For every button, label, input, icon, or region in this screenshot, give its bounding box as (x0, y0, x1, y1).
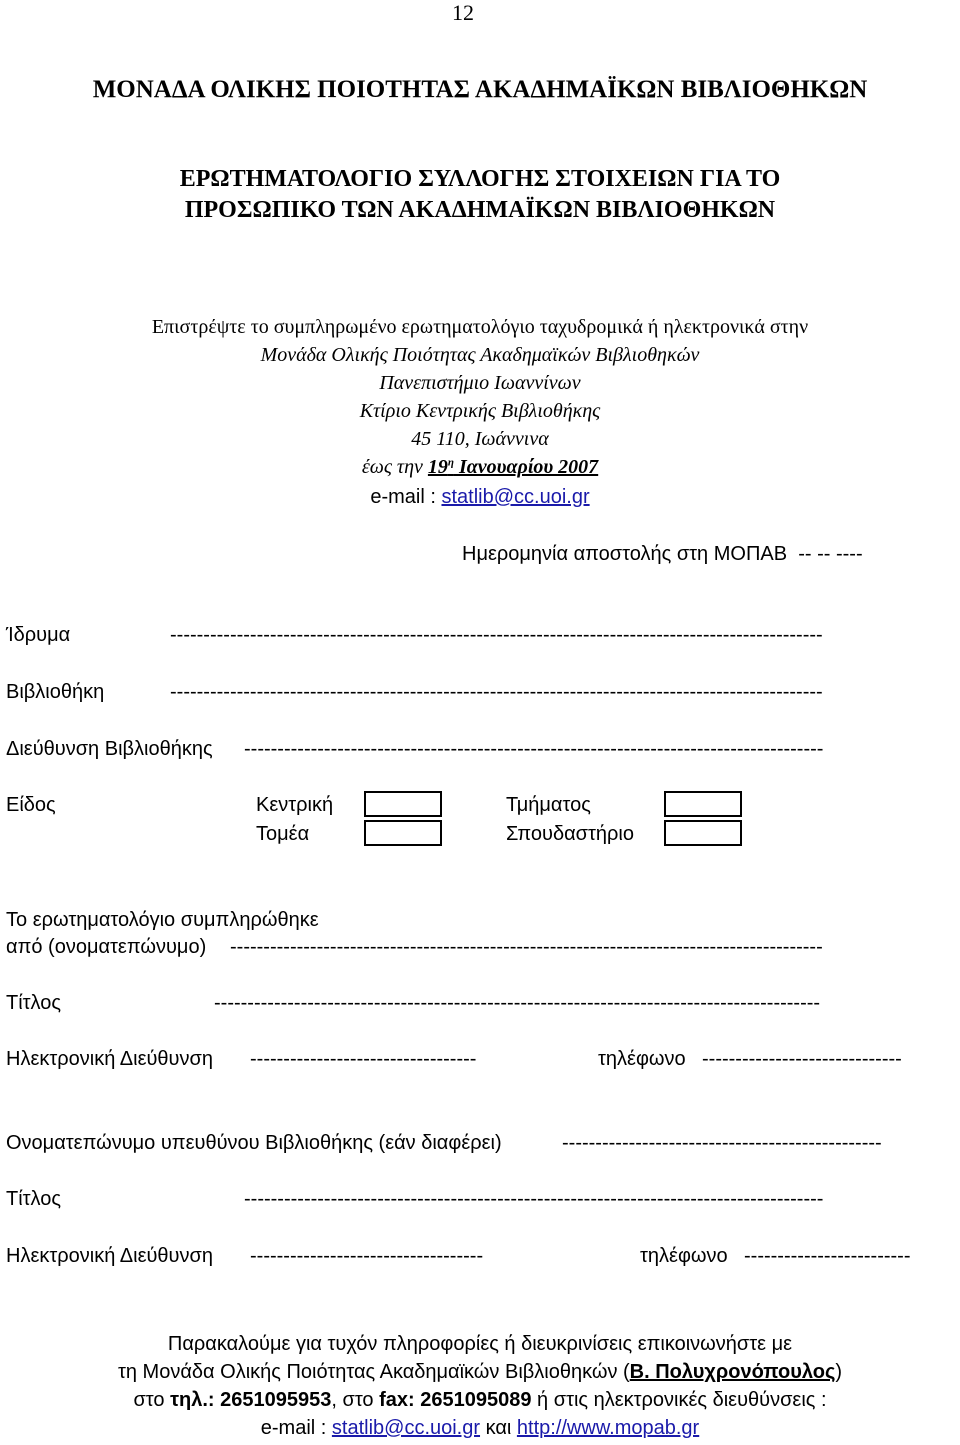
return-unit: Μονάδα Ολικής Ποιότητας Ακαδημαϊκών Βιβλιοθηκών (260, 344, 700, 366)
completed-by-title-fill-line[interactable]: ------------------------------------------------------------------------------------------- (214, 992, 821, 1014)
type-sector-label: Τομέα (256, 823, 310, 845)
send-date (462, 543, 863, 566)
footer-phone-prefix: στο (133, 1389, 171, 1411)
head-title-label: Τίτλος (6, 1188, 62, 1210)
type-department-checkbox[interactable] (664, 791, 742, 817)
library-label: Βιβλιοθήκη (6, 681, 105, 703)
completed-by-phone-label: τηλέφωνο (598, 1048, 686, 1070)
head-name-label: Ονοματεπώνυμο υπευθύνου Βιβλιοθήκης (εάν διαφέρει) (6, 1132, 502, 1154)
page-number: 12 (452, 0, 474, 25)
library-fill-line[interactable]: -------------------------------------------------------------------------------------------------- (170, 681, 823, 703)
head-phone-label: τηλέφωνο (640, 1245, 728, 1267)
type-lab-checkbox[interactable] (664, 820, 742, 846)
type-department-label: Τμήματος (506, 794, 591, 816)
return-email-line (0, 486, 960, 509)
head-email-label: Ηλεκτρονική Διεύθυνση (6, 1245, 213, 1267)
footer-phone: τηλ.: 2651095953 (170, 1389, 332, 1411)
institution-label: Ίδρυμα (6, 624, 71, 646)
return-deadline (0, 456, 960, 479)
institution-fill-line[interactable]: -------------------------------------------------------------------------------------------------- (170, 624, 823, 646)
head-name-fill-line[interactable]: ------------------------------------------------ (562, 1132, 882, 1154)
footer-email-line (0, 1417, 960, 1440)
completed-by-name-fill-line[interactable]: ----------------------------------------------------------------------------------------- (230, 936, 823, 958)
footer-email-link[interactable]: statlib@cc.uoi.gr (331, 1417, 481, 1439)
footer-unit-prefix: τη Μονάδα Ολικής Ποιότητας Ακαδημαϊκών Βιβλιοθηκών ( (117, 1361, 630, 1383)
return-building: Κτίριο Κεντρικής Βιβλιοθήκης (359, 400, 601, 422)
footer-phone-line (0, 1389, 960, 1412)
footer-contact-name: Β. Πολυχρονόπουλος (629, 1361, 836, 1383)
deadline-day-number: 19 (427, 456, 448, 478)
completed-by-phone-fill-line[interactable]: ------------------------------ (702, 1048, 902, 1070)
footer-website-link[interactable]: http://www.mopab.gr (516, 1417, 700, 1439)
footer-contact-intro: Παρακαλούμε για τυχόν πληροφορίες ή διευκρινίσεις επικοινωνήστε με (167, 1333, 793, 1355)
return-email-label: e-mail : (370, 486, 442, 508)
deadline-prefix: έως την (361, 456, 428, 478)
head-email-fill-line[interactable]: ----------------------------------- (250, 1245, 484, 1267)
deadline-day (428, 456, 598, 478)
send-date-label: Ημερομηνία αποστολής στη ΜΟΠΑΒ (462, 543, 788, 565)
completed-by-email-label: Ηλεκτρονική Διεύθυνση (6, 1048, 213, 1070)
head-phone-fill-line[interactable]: ------------------------- (744, 1245, 911, 1267)
type-central-label: Κεντρική (256, 794, 334, 816)
completed-by-intro: Το ερωτηματολόγιο συμπληρώθηκε (6, 909, 319, 931)
deadline-month-year: Ιανουαρίου 2007 (453, 456, 599, 478)
return-university: Πανεπιστήμιο Ιωαννίνων (379, 372, 581, 394)
completed-by-name-label: από (ονοματεπώνυμο) (6, 936, 207, 958)
return-city: 45 110, Ιωάννινα (411, 428, 549, 450)
library-address-label: Διεύθυνση Βιβλιοθήκης (6, 738, 213, 760)
footer-unit-line (0, 1361, 960, 1384)
send-date-value[interactable]: -- -- ---- (798, 543, 863, 565)
footer-phone-suffix: ή στις ηλεκτρονικές διευθύνσεις : (531, 1389, 827, 1411)
type-lab-label: Σπουδαστήριο (506, 823, 634, 845)
footer-email-label: e-mail : (260, 1417, 332, 1439)
unit-title: ΜΟΝΑΔΑ ΟΛΙΚΗΣ ΠΟΙΟΤΗΤΑΣ ΑΚΑΔΗΜΑΪΚΩΝ ΒΙΒΛΙΟΘΗΚΩΝ (92, 76, 868, 103)
footer-fax: fax: 2651095089 (379, 1389, 532, 1411)
questionnaire-title-line2: ΠΡΟΣΩΠΙΚΟ ΤΩΝ ΑΚΑΔΗΜΑΪΚΩΝ ΒΙΒΛΙΟΘΗΚΩΝ (184, 197, 776, 223)
footer-unit-suffix: ) (835, 1361, 843, 1383)
completed-by-email-fill-line[interactable]: ---------------------------------- (250, 1048, 477, 1070)
questionnaire-title-line1: ΕΡΩΤΗΜΑΤΟΛΟΓΙΟ ΣΥΛΛΟΓΗΣ ΣΤΟΙΧΕΙΩΝ ΓΙΑ ΤΟ (179, 166, 781, 192)
type-label: Είδος (6, 794, 56, 816)
type-sector-checkbox[interactable] (364, 820, 442, 846)
footer-and: και (480, 1417, 517, 1439)
library-address-fill-line[interactable]: --------------------------------------------------------------------------------------- (244, 738, 824, 760)
footer-phone-mid: , στο (331, 1389, 380, 1411)
deadline-day-suffix: η (447, 456, 454, 469)
return-instruction: Επιστρέψτε το συμπληρωμένο ερωτηματολόγιο ταχυδρομικά ή ηλεκτρονικά στην (151, 316, 809, 338)
type-central-checkbox[interactable] (364, 791, 442, 817)
head-title-fill-line[interactable]: --------------------------------------------------------------------------------------- (244, 1188, 824, 1210)
completed-by-title-label: Τίτλος (6, 992, 62, 1014)
return-email-link[interactable]: statlib@cc.uoi.gr (441, 486, 590, 508)
